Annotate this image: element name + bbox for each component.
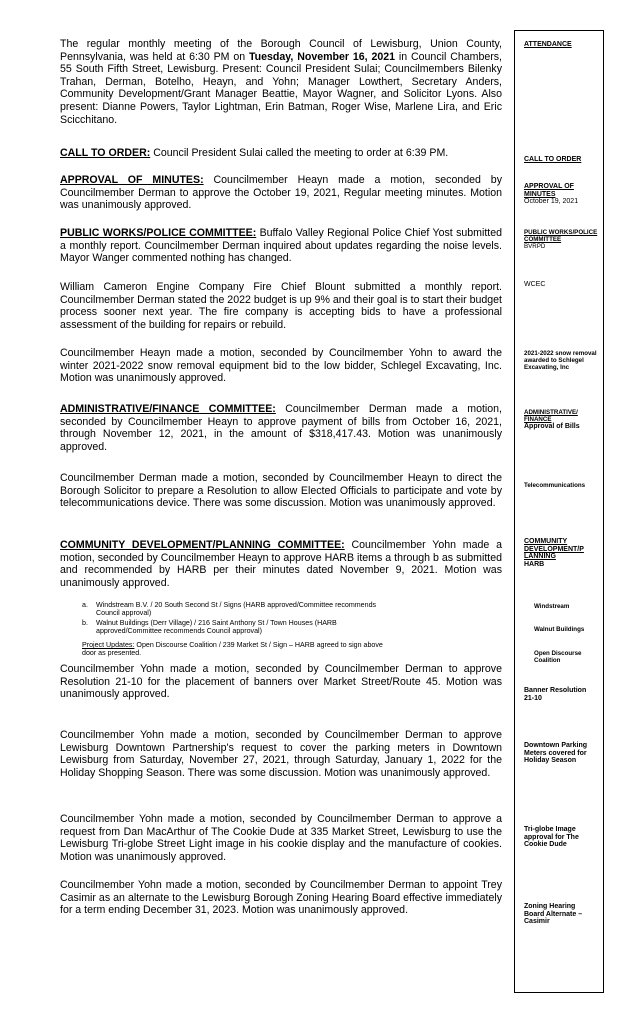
public-works-heading: PUBLIC WORKS/POLICE COMMITTEE:	[60, 227, 257, 239]
wcec-paragraph: William Cameron Engine Company Fire Chief Blount submitted a monthly report. Councilmember Derman stated the 2022 budget is up 9% and their goal is to start their budget process sooner next year. The fire company is accepting bids to have a professional assessment of the building for repairs or rebuild.	[60, 281, 502, 331]
side-call-to-order: CALL TO ORDER	[524, 156, 582, 163]
public-works-paragraph: PUBLIC WORKS/POLICE COMMITTEE: Buffalo Valley Regional Police Chief Yost submitted a monthly report. Councilmember Derman inquired about updates regarding the noise levels. Mayor Wanger commented nothing has changed.	[60, 227, 502, 265]
side-telecom: Telecommunications	[524, 482, 586, 489]
side-public-works: PUBLIC WORKS/POLICE COMMITTEE BVRPD	[524, 229, 598, 250]
call-to-order-heading: CALL TO ORDER:	[60, 147, 151, 159]
community-development-paragraph: COMMUNITY DEVELOPMENT/PLANNING COMMITTEE: Councilmember Yohn made a motion, seconded by Councilmember Heayn to approve HARB items a through b as submitted and recommended by HARB per their minutes dated November 9, 2021. Motion was unanimously approved.	[60, 539, 502, 589]
admin-finance-paragraph: ADMINISTRATIVE/FINANCE COMMITTEE: Councilmember Derman made a motion, seconded by Councilmember Heayn to approve payment of bills from October 16, 2021, through November 12, 2021, in the amount of $318,417.43. Motion was unanimously approved.	[60, 403, 502, 453]
zoning-paragraph: Councilmember Yohn made a motion, seconded by Councilmember Derman to appoint Trey Casimir as an alternate to the Lewisburg Borough Zoning Hearing Board effective immediately for a term ending December 31, 2023. Motion was unanimously approved.	[60, 879, 502, 917]
snow-removal-paragraph: Councilmember Heayn made a motion, seconded by Councilmember Yohn to award the winter 2021-2022 snow removal equipment bid to the low bidder, Schlegel Excavating, Inc. Motion was unanimously approved.	[60, 347, 502, 385]
side-triglobe: Tri-globe Image approval for The Cookie Dude	[524, 826, 579, 849]
side-admin-finance: ADMINISTRATIVE/ FINANCE Approval of Bills	[524, 409, 580, 430]
harb-item-b: b. Walnut Buildings (Derr Village) / 216 Saint Anthony St / Town Houses (HARB approved/Committee recommends Council approval)	[82, 619, 337, 636]
admin-finance-heading: ADMINISTRATIVE/FINANCE COMMITTEE:	[60, 403, 276, 415]
project-updates: Project Updates: Open Discourse Coalition / 239 Market St / Sign – HARB agreed to sign above door as presented.	[82, 641, 383, 658]
harb-item-a: a. Windstream B.V. / 20 South Second St / Signs (HARB approved/Committee recommends Council approval)	[82, 601, 377, 618]
side-windstream: Windstream	[534, 603, 570, 610]
side-open-discourse: Open Discourse Coalition	[534, 650, 582, 664]
side-snow-removal: 2021-2022 snow removal awarded to Schlegel Excavating, Inc	[524, 350, 597, 371]
side-walnut-buildings: Walnut Buildings	[534, 626, 585, 633]
banner-paragraph: Councilmember Yohn made a motion, seconded by Councilmember Derman to approve Resolution 21-10 for the placement of banners over Market Street/Route 45. Motion was unanimously approved.	[60, 663, 502, 701]
side-banner: Banner Resolution 21-10	[524, 687, 587, 702]
side-attendance: ATTENDANCE	[524, 41, 572, 48]
side-wcec: WCEC	[524, 281, 546, 288]
parking-paragraph: Councilmember Yohn made a motion, seconded by Councilmember Derman to approve Lewisburg Downtown Partnership's request to cover the parking meters in Downtown Lewisburg from Saturday, November 27, 2021, through Saturday, January 1, 2022 for the Holiday Shopping Season. There was some discussion. Motion was unanimously approved.	[60, 729, 502, 779]
telecom-paragraph: Councilmember Derman made a motion, seconded by Councilmember Heayn to direct the Borough Solicitor to prepare a Resolution to allow Elected Officials to participate and vote by telecommunications device. There was some discussion. Motion was unanimously approved.	[60, 472, 502, 510]
approval-minutes-heading: APPROVAL OF MINUTES:	[60, 174, 204, 186]
attendance-paragraph: The regular monthly meeting of the Borough Council of Lewisburg, Union County, Pennsylvania, was held at 6:30 PM on Tuesday, November 16, 2021 in Council Chambers, 55 South Fifth Street, Lewisburg. Present: Council President Sulai; Councilmembers Bilenky Trahan, Derman, Botelho, Heayn, and Yohn; Manager Lowthert, Secretary Anders, Community Development/Grant Manager Beattie, Mayor Wagner, and Solicitor Lyons. Also present: Dianne Powers, Taylor Lightman, Erin Batman, Roger Wise, Marlene Lira, and Eric Scicchitano.	[60, 38, 502, 126]
call-to-order-paragraph: CALL TO ORDER: Council President Sulai called the meeting to order at 6:39 PM.	[60, 147, 449, 159]
approval-minutes-paragraph: APPROVAL OF MINUTES: Councilmember Heayn made a motion, seconded by Councilmember Derman to approve the October 19, 2021, Regular meeting minutes. Motion was unanimously approved.	[60, 174, 502, 212]
side-approval-minutes: APPROVAL OF MINUTES October 19, 2021	[524, 183, 579, 206]
meeting-date: Tuesday, November 16, 2021	[248, 50, 396, 63]
side-community-development: COMMUNITY DEVELOPMENT/P LANNING HARB	[524, 538, 584, 568]
community-development-heading: COMMUNITY DEVELOPMENT/PLANNING COMMITTEE:	[60, 539, 345, 551]
side-zoning: Zoning Hearing Board Alternate – Casimir	[524, 903, 583, 926]
side-parking: Downtown Parking Meters covered for Holiday Season	[524, 742, 587, 765]
triglobe-paragraph: Councilmember Yohn made a motion, seconded by Councilmember Derman to approve a request from Dan MacArthur of The Cookie Dude at 335 Market Street, Lewisburg to use the Lewisburg Tri-globe Street Light image in his cookie display and the manufacture of cookies. Motion was unanimously approved.	[60, 813, 502, 863]
